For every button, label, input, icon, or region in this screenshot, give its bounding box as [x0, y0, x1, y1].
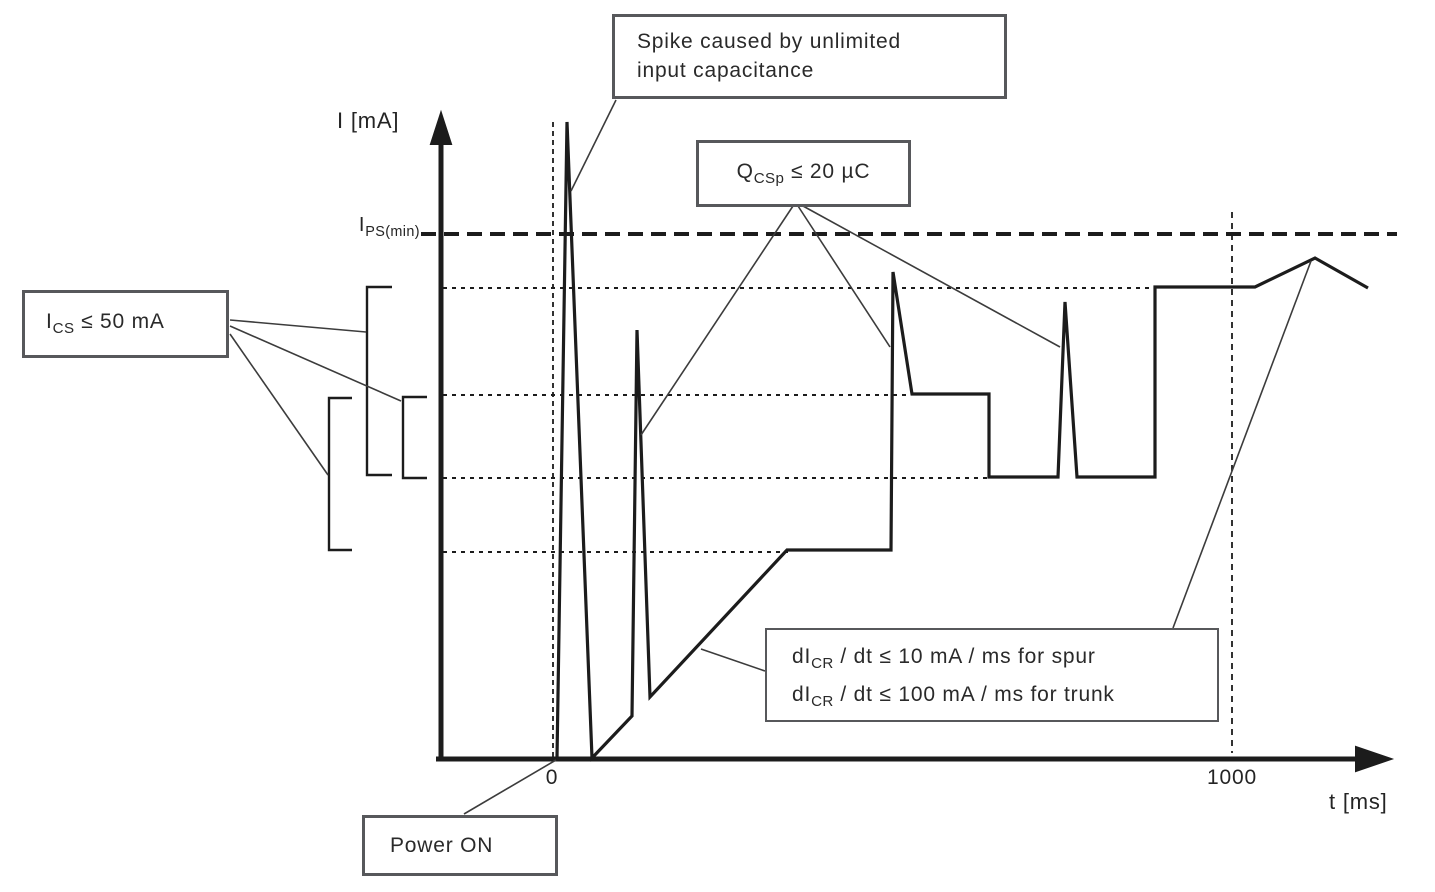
callout-ics-box [22, 290, 229, 358]
leader-qcsp-1 [641, 206, 793, 435]
didt2-post: / dt ≤ 100 mA / ms for trunk [833, 683, 1115, 707]
bracket-range-1 [367, 287, 392, 475]
callout-qcsp-text [737, 160, 871, 187]
x-tick-1000: 1000 [1207, 766, 1257, 789]
x-axis-label: t [ms] [1329, 789, 1388, 814]
leader-ics-1 [230, 320, 366, 332]
y-axis-label: I [mA] [337, 108, 400, 133]
didt1-sub: CR [811, 655, 834, 673]
bracket-range-2 [403, 397, 427, 478]
callout-spike-line1: Spike caused by unlimited [637, 30, 901, 53]
leader-ics-3 [230, 334, 328, 475]
ics-base: I [46, 310, 53, 334]
callout-didt-box [765, 628, 1219, 722]
ics-sub: CS [52, 320, 75, 338]
callout-power-on-box [362, 815, 558, 876]
x-axis-arrowhead [1356, 747, 1391, 771]
callout-didt-line1 [792, 641, 1217, 679]
callout-qcsp-box [696, 140, 911, 207]
didt2-pre: dI [792, 683, 812, 707]
leader-qcsp-3 [803, 206, 1060, 347]
power-on-text: Power ON [390, 833, 494, 857]
ics-rest: ≤ 50 mA [74, 310, 165, 334]
didt2-sub: CR [811, 693, 834, 711]
bracket-range-3 [329, 398, 352, 550]
leader-didt-top [1173, 261, 1311, 628]
ips-min-label [322, 214, 420, 240]
didt1-pre: dI [792, 645, 812, 668]
leader-qcsp-2 [798, 206, 890, 347]
leader-spike-callout [571, 100, 616, 191]
callout-spike-line2: input capacitance [637, 59, 815, 82]
callout-didt-line2 [792, 679, 1217, 717]
leader-didt-left [701, 649, 765, 671]
ips-min-label-base: I [358, 214, 366, 236]
y-axis-arrowhead [431, 113, 451, 144]
didt1-post: / dt ≤ 10 mA / ms for spur [833, 645, 1096, 668]
qcsp-rest: ≤ 20 µC [784, 159, 871, 183]
qcsp-base: Q [736, 159, 754, 183]
x-tick-0: 0 [545, 766, 559, 789]
callout-ics-text [46, 310, 165, 337]
qcsp-sub: CSp [753, 170, 785, 188]
ips-min-label-sub: PS(min) [365, 224, 420, 240]
leader-ics-2 [230, 326, 401, 401]
callout-spike-box [612, 14, 1007, 99]
